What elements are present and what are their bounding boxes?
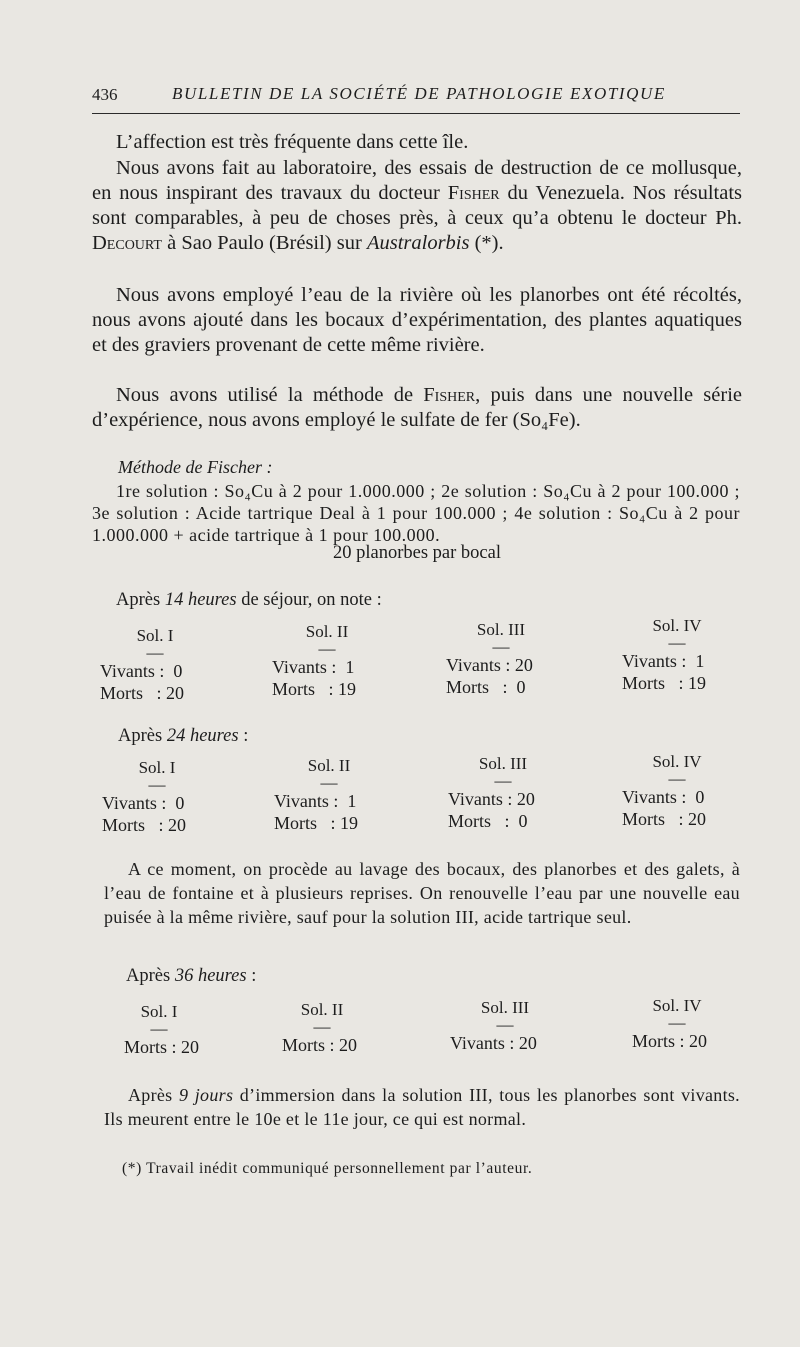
- obs1-sol3-dash: —: [492, 637, 510, 656]
- obs1-sol4-row1: Vivants : 1: [622, 651, 705, 671]
- obs3-col-sol2: [282, 1000, 432, 1056]
- obs1-sol4-header: Sol. IV: [652, 616, 702, 635]
- obs2-col-sol2: [274, 756, 424, 834]
- intro-paragraph-3: [92, 283, 742, 358]
- obs1-sol1-dash: —: [146, 643, 164, 662]
- obs2-sol4-row2: Morts : 20: [622, 809, 707, 829]
- obs3-suffix: :: [246, 966, 257, 986]
- conclusion-text-b: d’immersion dans la solution III, tous les planorbes sont vivants. Ils meurent entre le 10e et le 11e jour, ce qui est normal.: [104, 1085, 740, 1129]
- obs1-sol1-header: Sol. I: [136, 626, 174, 645]
- author-name-fisher: Fisher: [447, 182, 500, 204]
- obs2-prefix: Après: [118, 726, 167, 746]
- obs3-sol3-header: Sol. III: [480, 998, 530, 1017]
- intro-p4-text-a: Nous avons utilisé la méthode de: [116, 384, 424, 406]
- obs2-col-sol1: [102, 758, 252, 836]
- obs2-sol3-row2: Morts : 0: [448, 811, 528, 831]
- author-name-decourt: Decourt: [92, 232, 162, 254]
- obs2-sol4-dash: —: [668, 769, 686, 788]
- author-name-fisher-2: Fisher: [423, 384, 476, 406]
- obs1-col-sol2: [272, 622, 422, 700]
- obs1-sol2-dash: —: [318, 639, 336, 658]
- observation-36h-label: [126, 966, 256, 987]
- page-header: [92, 82, 740, 110]
- obs1-time: 14 heures: [164, 590, 237, 610]
- obs1-sol4-row2: Morts : 19: [622, 673, 707, 693]
- obs1-col-sol4: [622, 616, 772, 694]
- intro-p2-text-b: du Venezuela. Nos résultats sont comparables, à peu de choses près, à ceux qu’a obtenu le docteur Ph.: [92, 182, 743, 229]
- obs1-sol3-header: Sol. III: [476, 620, 526, 639]
- method-body-text: 1re solution : So₄Cu à 2 pour 1.000.000 ; 2e solution : So₄Cu à 2 pour 100.000 ; 3e solution : Acide tartrique Deal à 1 pour 100.000 ; 4e solution : So₄Cu à 2 pour 1.000.000 + acide tartrique à 1 pour 100.000.: [92, 481, 740, 545]
- intro-p1-text: L’affection est très fréquente dans cette île.: [116, 131, 469, 153]
- washing-paragraph-text: A ce moment, on procède au lavage des bocaux, des planorbes et des galets, à l’eau de fontaine et à plusieurs reprises. On renouvelle l’eau par une nouvelle eau puisée à la même rivière, sauf pour la solution III, acide tartrique seul.: [104, 859, 740, 927]
- obs1-sol2-row2: Morts : 19: [272, 679, 357, 699]
- obs3-sol1-dash: —: [150, 1019, 168, 1038]
- obs2-sol3-row1: Vivants : 20: [448, 789, 535, 809]
- obs2-col-sol3: [448, 754, 598, 832]
- obs3-sol1-row1: Morts : 20: [124, 1037, 200, 1057]
- obs3-prefix: Après: [126, 966, 175, 986]
- intro-p2-text-a: Nous avons fait au laboratoire, des essais de destruction de ce mollusque, en nous inspirant des travaux du docteur: [92, 157, 742, 204]
- conclusion-paragraph: [104, 1083, 740, 1131]
- obs2-sol1-header: Sol. I: [138, 758, 176, 777]
- obs2-sol4-row1: Vivants : 0: [622, 787, 705, 807]
- obs1-sol2-header: Sol. II: [305, 622, 349, 641]
- intro-paragraph-1: [92, 130, 742, 155]
- genus-name: Australorbis: [366, 232, 470, 254]
- washing-paragraph: [104, 857, 740, 929]
- obs2-sol2-dash: —: [320, 773, 338, 792]
- obs1-sol1-row1: Vivants : 0: [100, 661, 183, 681]
- obs3-sol2-row1: Morts : 20: [282, 1035, 358, 1055]
- obs3-sol4-row1: Morts : 20: [632, 1031, 708, 1051]
- obs1-sol1-row2: Morts : 20: [100, 683, 185, 703]
- conclusion-duration: 9 jours: [178, 1085, 234, 1105]
- obs1-col-sol3: [446, 620, 596, 698]
- obs2-sol1-dash: —: [148, 775, 166, 794]
- observation-14h-label: [116, 590, 382, 611]
- observation-24h-label: [118, 726, 248, 747]
- obs3-sol2-dash: —: [313, 1017, 331, 1036]
- page-number: 436: [92, 85, 118, 104]
- obs1-sol3-row1: Vivants : 20: [446, 655, 533, 675]
- obs3-col-sol4: [632, 996, 782, 1052]
- obs2-suffix: :: [238, 726, 249, 746]
- obs3-sol1-header: Sol. I: [140, 1002, 178, 1021]
- intro-paragraph-4: [92, 383, 742, 433]
- obs2-time: 24 heures: [166, 726, 239, 746]
- obs2-sol1-row1: Vivants : 0: [102, 793, 185, 813]
- intro-p3-text: Nous avons employé l’eau de la rivière où les planorbes ont été récoltés, nous avons ajouté dans les bocaux d’expérimentation, des plantes aquatiques et des graviers provenant de cette même rivière.: [92, 284, 742, 356]
- footnote: (*) Travail inédit communiqué personnellement par l’auteur.: [122, 1160, 533, 1177]
- intro-p2-text-c: à Sao Paulo (Brésil) sur: [161, 232, 367, 254]
- obs3-col-sol1: [124, 1002, 274, 1058]
- obs1-sol4-dash: —: [668, 633, 686, 652]
- obs2-col-sol4: [622, 752, 772, 830]
- planorbes-count: 20 planorbes par bocal: [333, 543, 501, 563]
- obs2-sol2-header: Sol. II: [307, 756, 351, 775]
- intro-p4-text-b: , puis dans une nouvelle série d’expérience, nous avons employé le sulfate de fer (So₄Fe).: [92, 384, 743, 431]
- obs2-sol1-row2: Morts : 20: [102, 815, 187, 835]
- running-title: BULLETIN DE LA SOCIÉTÉ DE PATHOLOGIE EXOTIQUE: [172, 84, 666, 103]
- method-title-text: Méthode de Fischer :: [118, 457, 273, 477]
- obs3-time: 36 heures: [174, 966, 247, 986]
- obs3-sol4-header: Sol. IV: [652, 996, 702, 1015]
- intro-p2-text-d: (*).: [469, 232, 504, 254]
- obs2-sol2-row2: Morts : 19: [274, 813, 359, 833]
- method-body: [92, 480, 740, 546]
- conclusion-text-a: Après: [128, 1085, 179, 1105]
- obs1-sol2-row1: Vivants : 1: [272, 657, 355, 677]
- obs2-sol3-header: Sol. III: [478, 754, 528, 773]
- obs3-sol2-header: Sol. II: [300, 1000, 344, 1019]
- obs3-sol3-row1: Vivants : 20: [450, 1033, 537, 1053]
- header-rule: [92, 113, 740, 114]
- obs1-prefix: Après: [116, 590, 165, 610]
- obs2-sol2-row1: Vivants : 1: [274, 791, 357, 811]
- obs1-suffix: de séjour, on note :: [236, 590, 382, 610]
- obs3-sol4-dash: —: [668, 1013, 686, 1032]
- obs1-sol3-row2: Morts : 0: [446, 677, 526, 697]
- intro-paragraph-2: [92, 156, 742, 256]
- obs1-col-sol1: [100, 626, 250, 704]
- method-title: [118, 456, 738, 478]
- obs3-sol3-dash: —: [496, 1015, 514, 1034]
- obs3-col-sol3: [450, 998, 600, 1054]
- obs2-sol3-dash: —: [494, 771, 512, 790]
- obs2-sol4-header: Sol. IV: [652, 752, 702, 771]
